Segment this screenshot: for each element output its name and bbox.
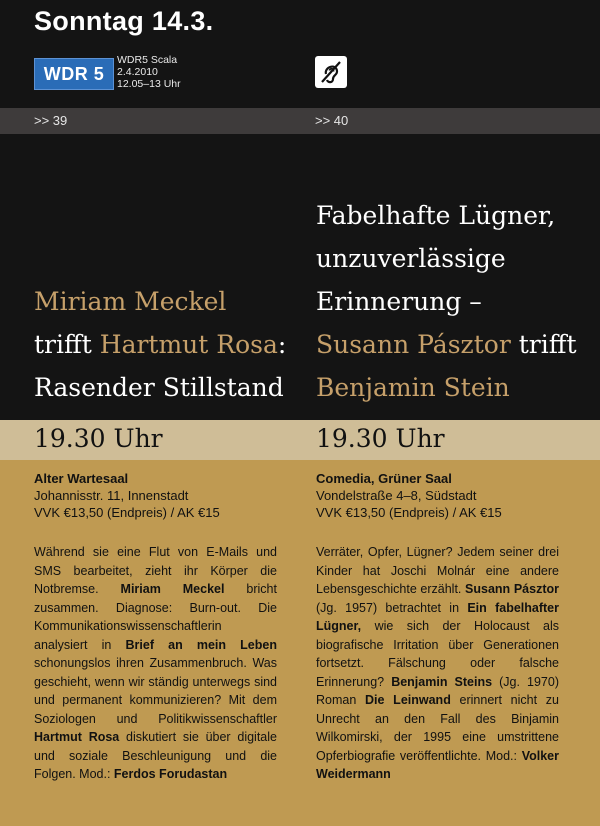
left-speaker-1: Miriam Meckel [34,287,227,316]
left-desc-text: diskutiert sie über digitale und soziale Beschleunigung und die Folgen. Mod.: [34,730,277,781]
left-venue-name: Alter Wartesaal [34,471,129,486]
left-subtitle: Rasender Stillstand [34,373,284,402]
left-time: 19.30 Uhr [34,424,163,453]
left-title-colon: : [277,330,287,359]
left-trifft: trifft [34,330,92,359]
right-venue-name: Comedia, Grüner Saal [316,471,452,486]
wdr5-logo: WDR 5 [34,58,114,90]
right-title-line: Fabelhafte Lügner, [316,201,556,230]
right-speaker-1: Susann Pásztor [316,330,511,359]
right-desc-bold: Volker Weidermann [316,748,559,781]
right-venue-address: Vondelstraße 4–8, Südstadt [316,488,477,503]
station-line: WDR5 Scala [117,54,178,66]
station-line: 2.4.2010 [117,66,158,78]
right-desc-bold: Susann Pásztor [465,582,559,596]
right-venue-price: VVK €13,50 (Endpreis) / AK €15 [316,505,502,520]
right-desc-text: (Jg. 1957) betrachtet in [316,600,468,615]
left-desc-text: schonungslos ihren Zusammenbruch. Was geschieht, wenn wir ständig unterwegs sind und permanent kommunizieren? Mit dem Soziologen und Politikwissenschaftler [34,656,277,726]
page-ref-band [0,108,600,134]
left-desc-bold: Brief an mein Leben [125,637,277,652]
station-line: 12.05–13 Uhr [117,78,181,90]
left-desc-bold: Miriam Meckel [120,582,225,596]
right-venue [316,470,502,521]
hearing-loop-icon [315,56,347,88]
right-trifft: trifft [518,330,577,359]
right-desc-bold: Die Leinwand [365,693,451,707]
right-title-line: Erinnerung – [316,287,482,316]
station-info [117,54,181,90]
left-speaker-2: Hartmut Rosa [99,330,278,359]
left-venue-price: VVK €13,50 (Endpreis) / AK €15 [34,505,220,520]
right-event-title [316,194,577,409]
right-title-line: unzuverlässige [316,244,506,273]
right-desc-text: erinnert nicht zu Unrecht an den Fall des Binjamin Wilkomirski, der 1995 eine umstrittene Opferbiografie veröffentlichte. Mod.: [316,693,559,763]
left-description [34,543,277,784]
left-desc-bold: Hartmut Rosa [34,730,120,744]
right-speaker-2: Benjamin Stein [316,373,510,402]
date-heading: Sonntag 14.3. [34,6,214,36]
right-desc-text: wie sich der Holocaust als biografische Irritation über Generationen fortsetzt. Fälschung oder falsche Erinnerung? [316,619,559,689]
left-event-title [34,280,286,409]
right-desc-bold: Ein fabelhafter Lügner, [316,600,559,633]
right-desc-bold: Benjamin Steins [391,674,493,689]
right-desc-text: Verräter, Opfer, Lügner? Jedem seiner drei Kinder hat Joschi Molnár eine andere Lebensgeschichte erzählt. [316,545,559,596]
right-desc-text: (Jg. 1970) Roman [316,674,560,707]
left-venue [34,470,220,521]
left-desc-text: bricht zusammen. Diagnose: Burn-out. Die Kommunikationswissenschaftlerin analysiert in [34,582,277,652]
page-ref-right[interactable]: >> 40 [315,113,349,128]
left-desc-bold: Ferdos Forudastan [113,767,228,781]
right-description [316,543,559,784]
left-venue-address: Johannisstr. 11, Innenstadt [34,488,189,503]
page-ref-left[interactable]: >> 39 [34,113,68,128]
left-desc-text: Während sie eine Flut von E-Mails und SMS bearbeitet, zieht ihr Körper die Notbremse. [34,545,277,596]
right-time: 19.30 Uhr [316,424,445,453]
